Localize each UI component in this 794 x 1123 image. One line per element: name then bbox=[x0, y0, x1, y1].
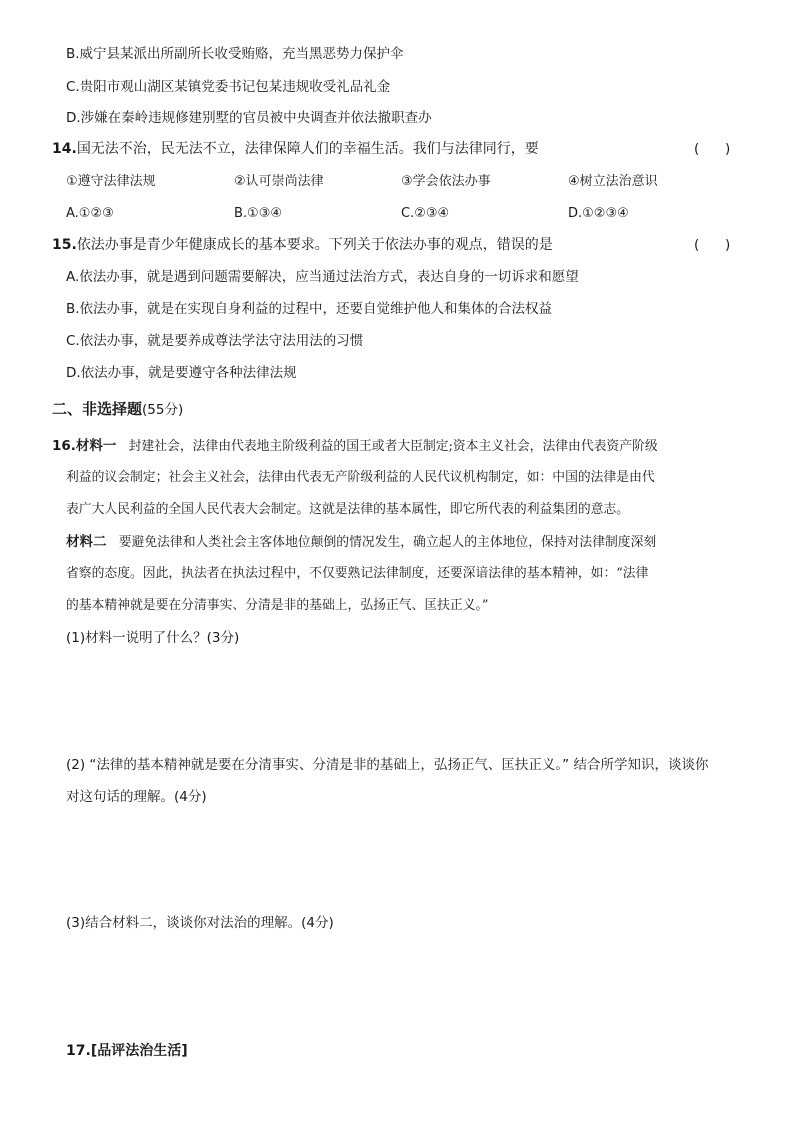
q14-answer-paren: ( ) bbox=[694, 141, 731, 157]
q14-item-3: ③学会依法办事 bbox=[401, 174, 491, 189]
q14-option-b: B.①③④ bbox=[234, 206, 283, 221]
q14-item-1: ①遵守法律法规 bbox=[66, 174, 156, 189]
q14-stem bbox=[52, 139, 539, 159]
q13-option-b: B.威宁县某派出所副所长收受贿赂，充当黑恶势力保护伞 bbox=[66, 46, 404, 62]
q14-option-c: C.②③④ bbox=[401, 206, 450, 221]
q16-sub2-line2: 对这句话的理解。(4分) bbox=[66, 789, 207, 805]
q15-option-a: A.依法办事，就是遇到问题需要解决，应当通过法治方式，表达自身的一切诉求和愿望 bbox=[66, 269, 579, 285]
q15-option-c: C.依法办事，就是要养成尊法学法守法用法的习惯 bbox=[66, 333, 364, 349]
q16-material1-line1 bbox=[52, 436, 658, 457]
material1-label: 材料一 bbox=[75, 438, 117, 454]
q15-answer-paren: ( ) bbox=[694, 237, 731, 253]
q13-option-c: C.贵阳市观山湖区某镇党委书记包某违规收受礼品礼金 bbox=[66, 79, 391, 95]
material2-text-1: 要避免法律和人类社会主客体地位颠倒的情况发生，确立起人的主体地位，保持对法律制度深刻 bbox=[118, 535, 657, 550]
section-title: 二、非选择题 bbox=[52, 400, 143, 418]
q14-item-2: ②认可崇尚法律 bbox=[234, 174, 324, 189]
q15-number: 15. bbox=[52, 237, 77, 253]
q16-number: 16. bbox=[52, 438, 76, 454]
q15-option-d: D.依法办事，就是要遵守各种法律法规 bbox=[66, 365, 297, 381]
q14-option-d: D.①②③④ bbox=[568, 206, 629, 221]
q14-number: 14. bbox=[52, 141, 77, 157]
q14-stem-text: 国无法不治，民无法不立，法律保障人们的幸福生活。我们与法律同行，要 bbox=[76, 141, 539, 157]
q15-stem-text: 依法办事是青少年健康成长的基本要求。下列关于依法办事的观点，错误的是 bbox=[76, 237, 553, 253]
q16-material2-line2: 省察的态度。因此，执法者在执法过程中，不仅要熟记法律制度，还要深谙法律的基本精神，如：“法律 bbox=[66, 566, 649, 581]
q16-sub2-line1: (2) “法律的基本精神就是要在分清事实、分清是非的基础上，弘扬正气、匡扶正义。” 结合所学知识，谈谈你 bbox=[66, 757, 709, 773]
q16-sub3: (3)结合材料二，谈谈你对法治的理解。(4分) bbox=[66, 915, 334, 931]
q16-material2-line1 bbox=[66, 532, 656, 553]
q13-option-d: D.涉嫌在秦岭违规修建别墅的官员被中央调查并依法撤职查办 bbox=[66, 110, 432, 126]
q14-item-4: ④树立法治意识 bbox=[568, 174, 658, 189]
material1-text-1: 封建社会，法律由代表地主阶级利益的国王或者大臣制定;资本主义社会，法律由代表资产阶级 bbox=[128, 439, 658, 454]
q15-stem bbox=[52, 235, 553, 255]
q14-option-a: A.①②③ bbox=[66, 206, 114, 221]
q16-material1-line3: 表广大人民利益的全国人民代表大会制定。这就是法律的基本属性，即它所代表的利益集团的意志。 bbox=[66, 502, 630, 517]
q16-material2-line3: 的基本精神就是要在分清事实、分清是非的基础上，弘扬正气、匡扶正义。” bbox=[66, 598, 489, 613]
q17-title: [品评法治生活] bbox=[90, 1043, 188, 1059]
section-heading bbox=[52, 398, 183, 421]
q15-option-b: B.依法办事，就是在实现自身利益的过程中，还要自觉维护他人和集体的合法权益 bbox=[66, 301, 553, 317]
section-points: (55分) bbox=[142, 402, 184, 418]
q16-material1-line2: 利益的议会制定；社会主义社会，法律由代表无产阶级利益的人民代议机构制定，如：中国的法律是由代 bbox=[66, 470, 655, 485]
q17-number: 17. bbox=[66, 1043, 91, 1059]
material2-label: 材料二 bbox=[66, 534, 107, 550]
q16-sub1: (1)材料一说明了什么？(3分) bbox=[66, 630, 240, 646]
q17-heading bbox=[66, 1041, 188, 1061]
